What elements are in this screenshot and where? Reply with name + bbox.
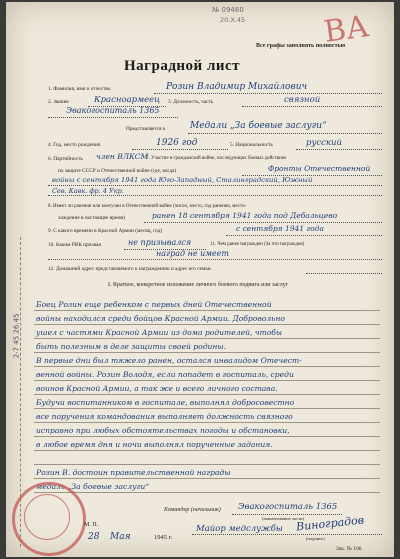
- field-7-label-cont: по защите СССР и Отечественной войне (где, когда): [58, 168, 177, 174]
- date-year: 1945 г.: [154, 534, 173, 541]
- field-7-value-1: Фронты Отечественной: [268, 164, 371, 173]
- description-line: В первые дни был тяжело ранен, остался инвалидом Отечест-: [36, 356, 302, 365]
- description-line: войны находился среди бойцов Красной Армии. Добровольно: [36, 314, 285, 323]
- field-9-value: с сентября 1941 года: [236, 224, 324, 233]
- description-line: венной войны. Розин Володя, если попадет в госпиталь, среди: [36, 370, 294, 379]
- field-8-value: ранен 18 сентября 1941 года под Дебальцево: [152, 211, 338, 220]
- pencil-number: № 09460: [212, 6, 244, 14]
- order-number: Зак. № 106: [336, 546, 362, 552]
- field-8-label-cont: хождение в настоящее время): [58, 215, 125, 221]
- field-6-label: 6. Партийность: [48, 156, 83, 162]
- description-line: ушел с частями Красной Армии из дома родителей, чтобы: [36, 328, 283, 337]
- field-1-value: Розин Владимир Михайлович: [166, 82, 308, 92]
- commander-rank: Майор медслужбы: [196, 524, 283, 534]
- field-2-value: Красноармеец: [94, 95, 161, 105]
- description-line: в любое время дня и ночи выполнял порученные задания.: [36, 440, 273, 449]
- field-5-value: русский: [306, 138, 342, 148]
- date-month: Мая: [110, 532, 131, 542]
- field-11-value: наград не имеет: [156, 249, 229, 258]
- field-3-unit: Эвакогоспиталь 1365: [66, 106, 160, 115]
- signature-caption: (подпись): [306, 536, 325, 541]
- date-day: 28: [88, 532, 100, 542]
- field-1-label: 1. Фамилия, имя и отчество: [48, 86, 111, 92]
- field-10-label: 10. Каким РВК призван: [48, 242, 102, 248]
- description-line: воинов Красной Армии, а так же и всего личного состава.: [36, 384, 278, 393]
- seal-place-label: М. П.: [84, 522, 99, 528]
- field-2-label: 2. Звание: [48, 99, 69, 105]
- field-7-value-2: войны с сентября 1941 года Юго-Западный, Сталинградский, Южный: [52, 176, 313, 184]
- commander-signature: Виноградов: [295, 513, 365, 534]
- field-5-label: 5. Национальность: [230, 142, 273, 148]
- description-line: Розин В. достоин правительственной награды: [36, 468, 231, 477]
- field-7-label: 7. Участие в гражданской войне, последующих боевых действиях: [146, 156, 287, 161]
- description-line: исправно при любых обстоятельствах погоды и обстановки,: [36, 426, 290, 435]
- field-3-value: связной: [284, 95, 321, 105]
- nominated-value: Медали „За боевые заслуги“: [190, 121, 327, 131]
- description-line: медаль „За боевые заслуги“: [36, 482, 150, 491]
- field-8-label: 8. Имеет ли ранения или контузии в Отечественной войне (число, место, год ранения, место-: [48, 204, 247, 209]
- description-line: быть полезным в деле защиты своей родины.: [36, 342, 227, 351]
- description-line: Будучи воспитанником в госпитале, выполнял добросовестно: [36, 398, 295, 407]
- commander-unit: Эвакогоспиталь 1365: [238, 502, 338, 512]
- section-heading: I. Краткое, конкретное изложение личного боевого подвига или заслуг: [108, 282, 289, 288]
- field-12-label: 12. Домашний адрес представляемого к награждению и адрес его семьи.: [48, 266, 212, 272]
- commander-label: Командир (начальник): [164, 507, 221, 513]
- field-6-value: член ВЛКСМ: [96, 152, 149, 161]
- description-line: Боец Розин еще ребенком с первых дней Отечественной: [36, 300, 272, 309]
- field-3-label: 3. Должность, часть: [168, 99, 214, 105]
- commander-unit-caption: (наименование части): [262, 516, 304, 521]
- fill-note: Все графы заполнять полностью: [256, 43, 346, 49]
- description-line: все поручения командования выполняет должность связного: [36, 412, 293, 421]
- pencil-date: 20.X.45: [220, 16, 246, 24]
- field-9-label: 9. С какого времени в Красной Армии (месяц, год): [48, 228, 163, 234]
- margin-pencil-note: 2-7 45 26.45: [12, 313, 21, 359]
- field-10-value: не призывался: [128, 238, 192, 247]
- red-corner-letters: ВА: [321, 9, 371, 50]
- document-title: Наградной лист: [124, 58, 241, 74]
- nominated-label: Представляется к: [126, 126, 166, 132]
- award-sheet: [6, 2, 394, 557]
- field-4-label: 4. Год, место рождения: [48, 142, 101, 148]
- field-4-value: 1926 год: [156, 138, 198, 148]
- field-11-label: 11. Чем ранее награжден (За что награжден): [210, 242, 305, 247]
- field-7-value-3: Сев. Кавк. фр. 4 Укр.: [52, 187, 124, 195]
- round-stamp: [12, 482, 86, 556]
